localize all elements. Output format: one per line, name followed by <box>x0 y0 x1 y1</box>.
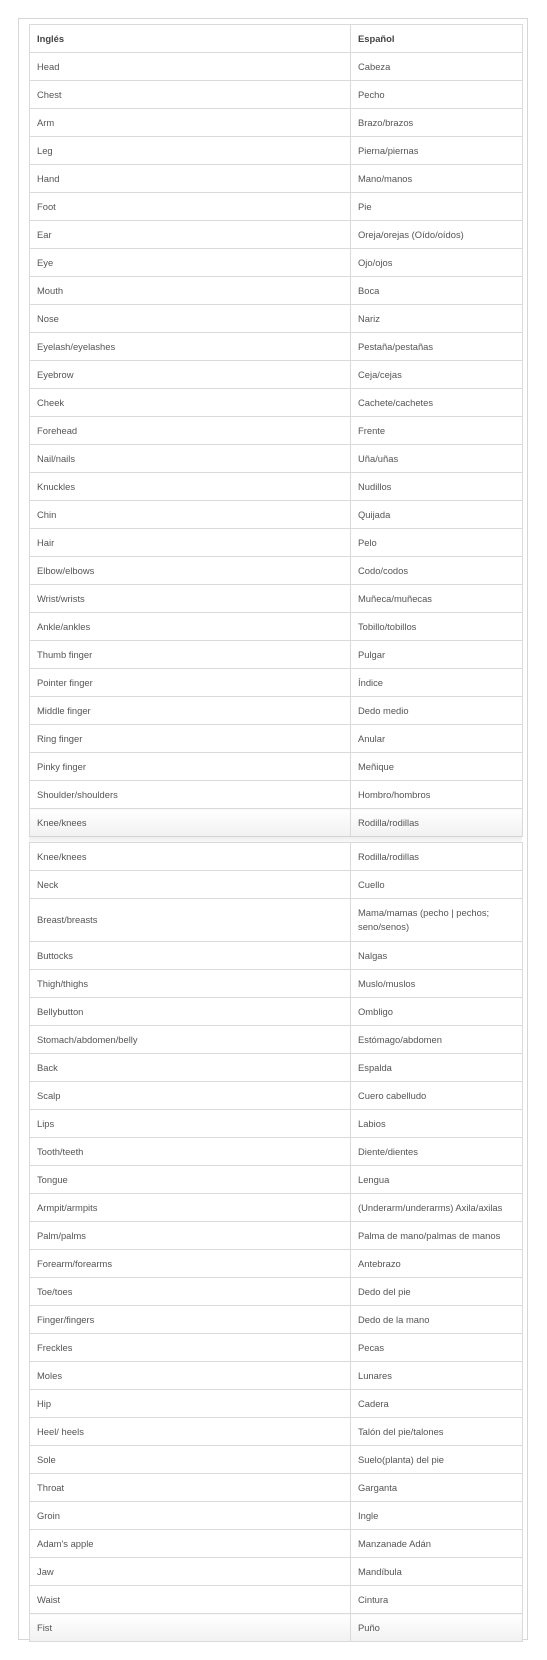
table-row <box>30 193 523 221</box>
table-row <box>30 1082 523 1110</box>
table-row <box>30 109 523 137</box>
table-row <box>30 1278 523 1306</box>
cell-english: Jaw <box>30 1558 351 1586</box>
cell-spanish: Cabeza <box>351 53 523 81</box>
cell-spanish: Uña/uñas <box>351 445 523 473</box>
table-row <box>30 1250 523 1278</box>
cell-english: Wrist/wrists <box>30 585 351 613</box>
cell-english: Elbow/elbows <box>30 557 351 585</box>
table-row <box>30 781 523 809</box>
cell-english: Groin <box>30 1502 351 1530</box>
table-row <box>30 1390 523 1418</box>
cell-spanish: Puño <box>351 1614 523 1642</box>
cell-spanish: Cachete/cachetes <box>351 389 523 417</box>
table-row <box>30 1222 523 1250</box>
table-row <box>30 445 523 473</box>
cell-english: Hand <box>30 165 351 193</box>
cell-english: Ring finger <box>30 725 351 753</box>
cell-english: Waist <box>30 1586 351 1614</box>
table-row <box>30 998 523 1026</box>
cell-spanish: Nariz <box>351 305 523 333</box>
cell-spanish: Frente <box>351 417 523 445</box>
table-row <box>30 1110 523 1138</box>
table-row <box>30 165 523 193</box>
cell-english: Palm/palms <box>30 1222 351 1250</box>
table-row <box>30 1530 523 1558</box>
table-row <box>30 1474 523 1502</box>
cell-spanish: Cadera <box>351 1390 523 1418</box>
cell-spanish: Quijada <box>351 501 523 529</box>
table-row <box>30 1446 523 1474</box>
cell-english: Shoulder/shoulders <box>30 781 351 809</box>
cell-english: Sole <box>30 1446 351 1474</box>
cell-spanish: Lengua <box>351 1166 523 1194</box>
cell-english: Hip <box>30 1390 351 1418</box>
table-row <box>30 871 523 899</box>
cell-spanish: Ojo/ojos <box>351 249 523 277</box>
cell-english: Buttocks <box>30 942 351 970</box>
cell-spanish: Talón del pie/talones <box>351 1418 523 1446</box>
cell-english: Thumb finger <box>30 641 351 669</box>
cell-spanish: Suelo(planta) del pie <box>351 1446 523 1474</box>
table-row <box>30 1306 523 1334</box>
cell-spanish: Ingle <box>351 1502 523 1530</box>
table-row <box>30 641 523 669</box>
cell-spanish: (Underarm/underarms) Axila/axilas <box>351 1194 523 1222</box>
cell-spanish: Codo/codos <box>351 557 523 585</box>
table-row <box>30 613 523 641</box>
cell-english: Mouth <box>30 277 351 305</box>
cell-english: Arm <box>30 109 351 137</box>
cell-english: Tongue <box>30 1166 351 1194</box>
table-row <box>30 501 523 529</box>
cell-english: Pointer finger <box>30 669 351 697</box>
cell-spanish: Rodilla/rodillas <box>351 809 523 837</box>
cell-spanish: Ombligo <box>351 998 523 1026</box>
vocabulary-table-bottom <box>29 842 523 1642</box>
cell-spanish: Pie <box>351 193 523 221</box>
table-row <box>30 137 523 165</box>
cell-spanish: Pierna/piernas <box>351 137 523 165</box>
cell-english: Foot <box>30 193 351 221</box>
cell-spanish: Labios <box>351 1110 523 1138</box>
cell-spanish: Pecas <box>351 1334 523 1362</box>
table-row <box>30 1054 523 1082</box>
cell-spanish: Meñique <box>351 753 523 781</box>
column-header-spanish: Español <box>351 25 523 53</box>
cell-spanish: Tobillo/tobillos <box>351 613 523 641</box>
table-row <box>30 899 523 942</box>
table-row <box>30 305 523 333</box>
table-row <box>30 1194 523 1222</box>
cell-english: Leg <box>30 137 351 165</box>
table-row <box>30 473 523 501</box>
cell-spanish: Índice <box>351 669 523 697</box>
cell-spanish: Dedo de la mano <box>351 1306 523 1334</box>
table-row <box>30 1614 523 1642</box>
table-row <box>30 1502 523 1530</box>
cell-english: Thigh/thighs <box>30 970 351 998</box>
cell-spanish: Muslo/muslos <box>351 970 523 998</box>
cell-spanish: Mano/manos <box>351 165 523 193</box>
cell-spanish: Nudillos <box>351 473 523 501</box>
cell-english: Chin <box>30 501 351 529</box>
cell-spanish: Estómago/abdomen <box>351 1026 523 1054</box>
cell-spanish: Pelo <box>351 529 523 557</box>
cell-english: Head <box>30 53 351 81</box>
table-row <box>30 1558 523 1586</box>
cell-spanish: Muñeca/muñecas <box>351 585 523 613</box>
cell-english: Fist <box>30 1614 351 1642</box>
cell-english: Armpit/armpits <box>30 1194 351 1222</box>
cell-spanish: Boca <box>351 277 523 305</box>
table-row <box>30 81 523 109</box>
table-row <box>30 529 523 557</box>
cell-english: Ear <box>30 221 351 249</box>
cell-english: Adam's apple <box>30 1530 351 1558</box>
table-row <box>30 669 523 697</box>
cell-spanish: Cuello <box>351 871 523 899</box>
cell-english: Ankle/ankles <box>30 613 351 641</box>
cell-english: Neck <box>30 871 351 899</box>
cell-spanish: Oreja/orejas (Oído/oídos) <box>351 221 523 249</box>
table-row <box>30 557 523 585</box>
table-row <box>30 221 523 249</box>
cell-spanish: Mama/mamas (pecho | pechos; seno/senos) <box>351 899 523 942</box>
cell-english: Knuckles <box>30 473 351 501</box>
cell-spanish: Cintura <box>351 1586 523 1614</box>
cell-spanish: Espalda <box>351 1054 523 1082</box>
cell-spanish: Mandíbula <box>351 1558 523 1586</box>
cell-spanish: Manzanade Adán <box>351 1530 523 1558</box>
cell-spanish: Pestaña/pestañas <box>351 333 523 361</box>
table-row <box>30 809 523 837</box>
cell-english: Nose <box>30 305 351 333</box>
vocabulary-table-top <box>29 24 523 837</box>
table-row <box>30 753 523 781</box>
cell-spanish: Garganta <box>351 1474 523 1502</box>
cell-spanish: Dedo medio <box>351 697 523 725</box>
cell-english: Cheek <box>30 389 351 417</box>
cell-english: Scalp <box>30 1082 351 1110</box>
table-row <box>30 389 523 417</box>
table-row <box>30 725 523 753</box>
cell-spanish: Rodilla/rodillas <box>351 843 523 871</box>
cell-english: Tooth/teeth <box>30 1138 351 1166</box>
table-row <box>30 1026 523 1054</box>
cell-english: Back <box>30 1054 351 1082</box>
table-row <box>30 1138 523 1166</box>
table-row <box>30 1418 523 1446</box>
cell-spanish: Dedo del pie <box>351 1278 523 1306</box>
cell-spanish: Brazo/brazos <box>351 109 523 137</box>
cell-english: Middle finger <box>30 697 351 725</box>
cell-english: Breast/breasts <box>30 899 351 942</box>
cell-spanish: Nalgas <box>351 942 523 970</box>
cell-english: Bellybutton <box>30 998 351 1026</box>
cell-english: Eye <box>30 249 351 277</box>
cell-english: Moles <box>30 1362 351 1390</box>
cell-english: Eyelash/eyelashes <box>30 333 351 361</box>
cell-english: Nail/nails <box>30 445 351 473</box>
table-row <box>30 1334 523 1362</box>
cell-spanish: Lunares <box>351 1362 523 1390</box>
column-header-english: Inglés <box>30 25 351 53</box>
table-row <box>30 1586 523 1614</box>
cell-spanish: Ceja/cejas <box>351 361 523 389</box>
cell-english: Throat <box>30 1474 351 1502</box>
table-row <box>30 942 523 970</box>
cell-spanish: Palma de mano/palmas de manos <box>351 1222 523 1250</box>
cell-english: Forehead <box>30 417 351 445</box>
cell-english: Hair <box>30 529 351 557</box>
cell-english: Knee/knees <box>30 809 351 837</box>
cell-english: Knee/knees <box>30 843 351 871</box>
cell-english: Chest <box>30 81 351 109</box>
cell-english: Heel/ heels <box>30 1418 351 1446</box>
cell-spanish: Antebrazo <box>351 1250 523 1278</box>
cell-english: Toe/toes <box>30 1278 351 1306</box>
table-row <box>30 53 523 81</box>
cell-english: Lips <box>30 1110 351 1138</box>
cell-spanish: Cuero cabelludo <box>351 1082 523 1110</box>
table-row <box>30 277 523 305</box>
table-row <box>30 333 523 361</box>
table-row <box>30 1166 523 1194</box>
table-top-body <box>30 53 523 837</box>
cell-english: Stomach/abdomen/belly <box>30 1026 351 1054</box>
cell-spanish: Pulgar <box>351 641 523 669</box>
cell-spanish: Anular <box>351 725 523 753</box>
table-row <box>30 843 523 871</box>
cell-spanish: Hombro/hombros <box>351 781 523 809</box>
cell-english: Finger/fingers <box>30 1306 351 1334</box>
table-header-row <box>30 25 523 53</box>
cell-english: Forearm/forearms <box>30 1250 351 1278</box>
table-row <box>30 417 523 445</box>
table-row <box>30 585 523 613</box>
cell-english: Freckles <box>30 1334 351 1362</box>
cell-english: Pinky finger <box>30 753 351 781</box>
cell-spanish: Pecho <box>351 81 523 109</box>
cell-english: Eyebrow <box>30 361 351 389</box>
cell-spanish: Diente/dientes <box>351 1138 523 1166</box>
table-bottom-body <box>30 843 523 1642</box>
table-row <box>30 1362 523 1390</box>
table-row <box>30 249 523 277</box>
table-row <box>30 970 523 998</box>
table-row <box>30 697 523 725</box>
table-row <box>30 361 523 389</box>
